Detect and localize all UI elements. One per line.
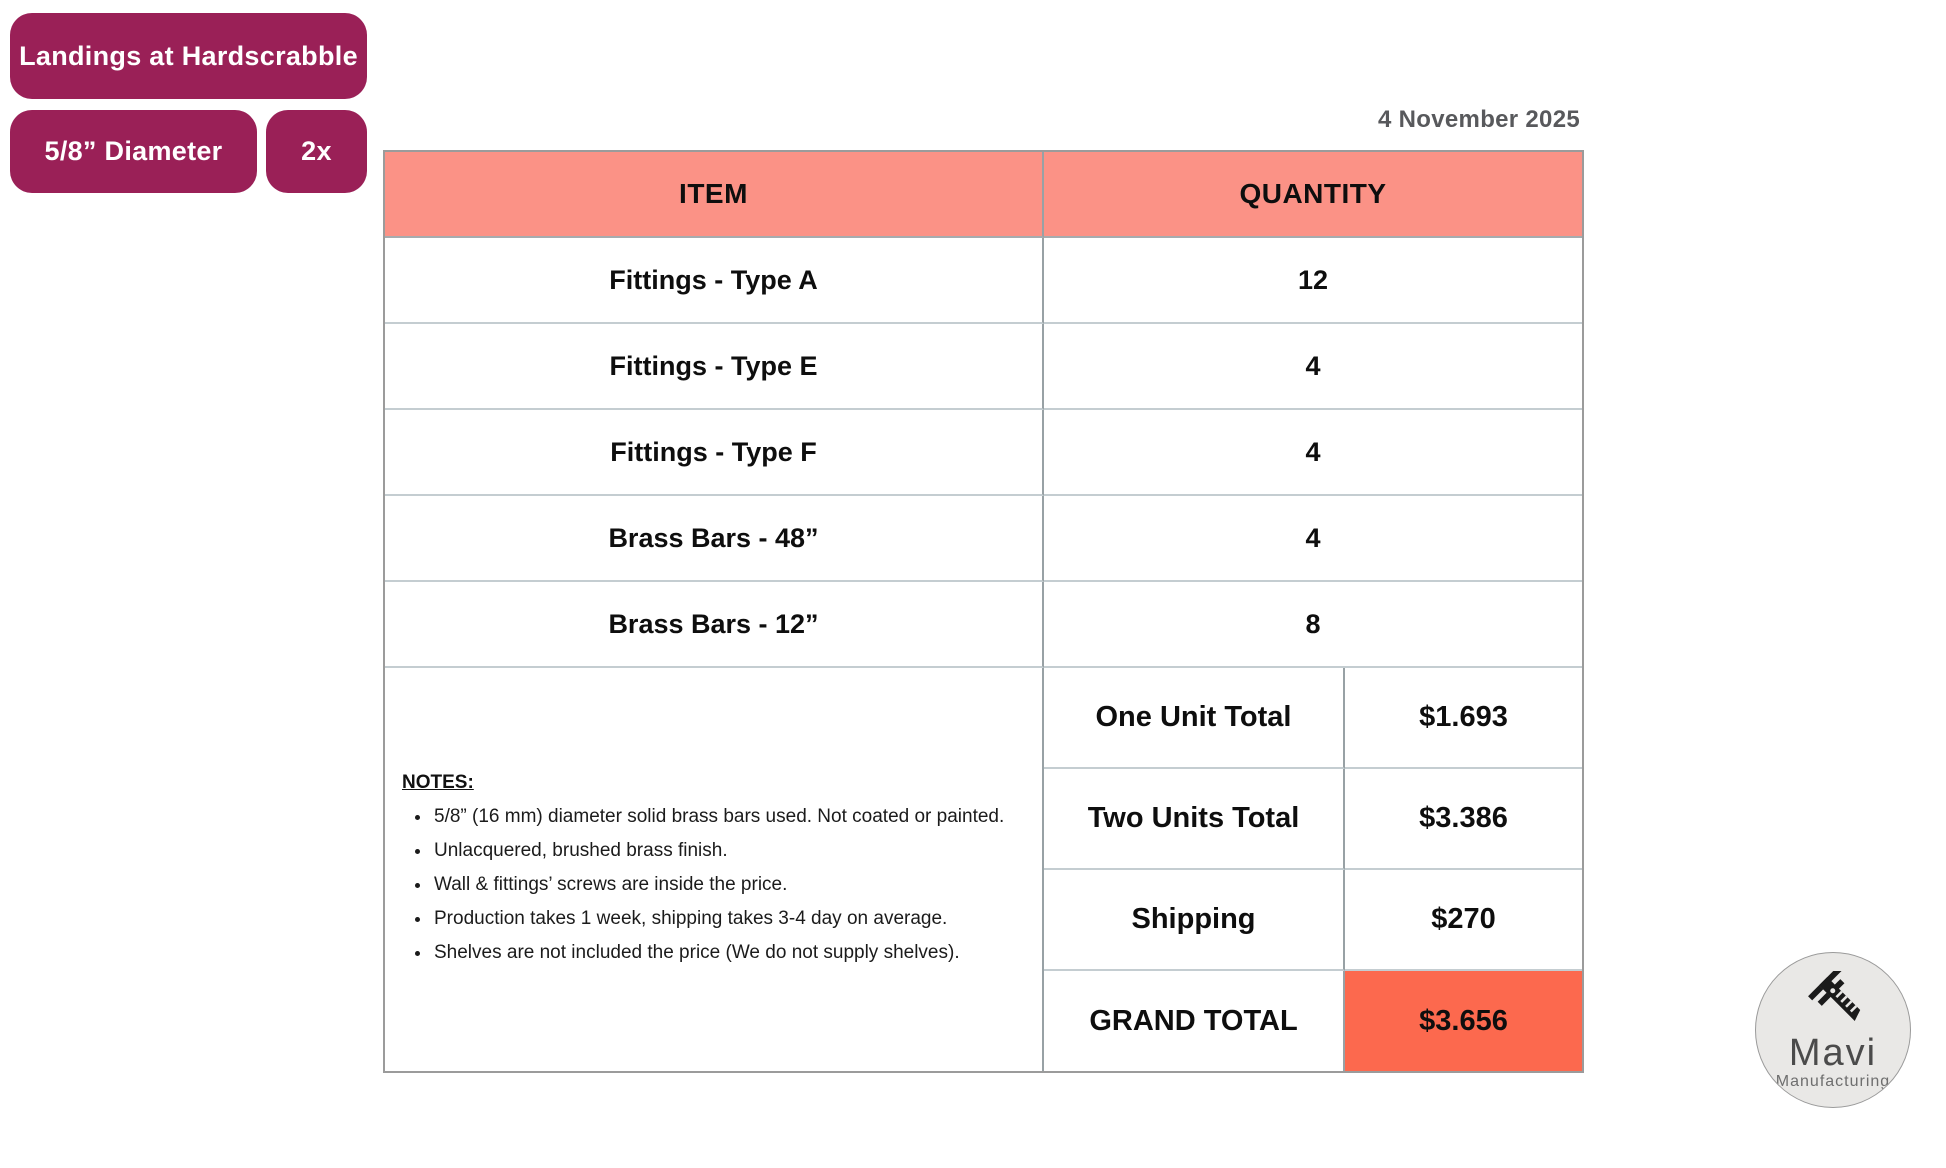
item-qty-cell: 8 [1044,582,1582,668]
item-qty-cell: 4 [1044,496,1582,582]
item-qty-cell: 4 [1044,324,1582,410]
multiplier-badge: 2x [266,110,367,193]
project-badge: Landings at Hardscrabble [10,13,367,99]
document-date: 4 November 2025 [1378,106,1580,133]
item-name-cell: Fittings - Type F [385,410,1044,496]
total-label-cell: One Unit Total [1044,668,1345,769]
grand-total-value-cell: $3.656 [1345,971,1582,1071]
total-value-cell: $3.386 [1345,769,1582,870]
notes-title: NOTES: [402,771,474,793]
total-label-cell: Two Units Total [1044,769,1345,870]
item-name-cell: Brass Bars - 48” [385,496,1044,582]
note-item: • Unlacquered, brushed brass finish. [432,834,1020,868]
item-qty-cell: 4 [1044,410,1582,496]
header-cell-item: ITEM [385,152,1044,238]
item-qty-cell: 12 [1044,238,1582,324]
header-cell-quantity: QUANTITY [1044,152,1582,238]
quote-table [383,150,1584,1073]
total-value-cell: $270 [1345,870,1582,971]
diameter-badge: 5/8” Diameter [10,110,257,193]
item-name-cell: Fittings - Type A [385,238,1044,324]
caliper-icon [1802,971,1880,1037]
note-item: • Production takes 1 week, shipping takes 3-4 day on average. [432,902,1020,936]
grand-total-label-cell: GRAND TOTAL [1044,971,1345,1071]
logo-subtitle: Manufacturing [1775,1073,1891,1090]
company-logo [1755,952,1911,1108]
note-item: • Shelves are not included the price (We do not supply shelves). [432,936,1020,970]
note-item: • 5/8” (16 mm) diameter solid brass bars used. Not coated or painted. [432,800,1020,834]
total-value-cell: $1.693 [1345,668,1582,769]
note-item: • Wall & fittings’ screws are inside the price. [432,868,1020,902]
item-name-cell: Fittings - Type E [385,324,1044,410]
notes-list [402,800,1020,970]
item-name-cell: Brass Bars - 12” [385,582,1044,668]
notes-cell [385,668,1044,1071]
logo-name: Mavi [1788,1032,1878,1074]
total-label-cell: Shipping [1044,870,1345,971]
